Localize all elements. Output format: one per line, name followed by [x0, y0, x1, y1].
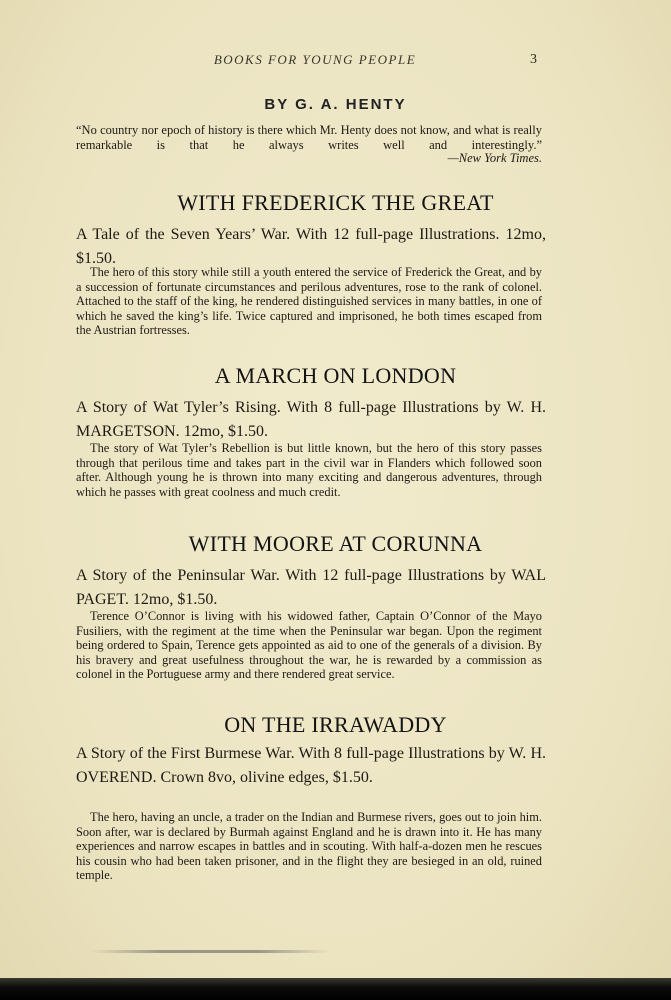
book-subtitle-irrawaddy: A Story of the First Burmese War. With 8 full-page Illustrations by W. H. OVEREND. Crown 8vo, olivine edges, $1.50.	[76, 745, 546, 786]
book-description-frederick: The hero of this story while still a youth entered the service of Frederick the Great, and by a succession of fortunate circumstances and perilous adventures, rose to the rank of colonel. Attached to the staff of the king, he rendered distinguished services in many battles, in one of which he saved the king’s life. Twice captured and imprisoned, he both times escaped from the Austrian fortresses.	[76, 265, 542, 337]
scan-edge-bar	[0, 978, 671, 1000]
page-number: 3	[530, 52, 537, 67]
running-title: BOOKS FOR YOUNG PEOPLE	[213, 52, 417, 67]
book-subtitle-frederick: A Tale of the Seven Years’ War. With 12 full-page Illustrations. 12mo, $1.50.	[76, 226, 546, 267]
book-description-march-on-london: The story of Wat Tyler’s Rebellion is but little known, but the hero of this story passes through that perilous time and takes part in the civil war in Flanders which followed soon after. Although young he is thrown into many exciting and dangerous adventures, through which he passes with great coolness and much credit.	[76, 441, 542, 499]
book-title-corunna: WITH MOORE AT CORUNNA	[188, 531, 483, 556]
author-byline: BY G. A. HENTY	[264, 96, 407, 113]
quote-source: —New York Times.	[447, 151, 542, 165]
book-subtitle-corunna: A Story of the Peninsular War. With 12 full-page Illustrations by WAL PAGET. 12mo, $1.50.	[76, 567, 546, 608]
book-subtitle-march-on-london: A Story of Wat Tyler’s Rising. With 8 full-page Illustrations by W. H. MARGETSON. 12mo, $1.50.	[76, 399, 546, 440]
page-rule	[90, 950, 330, 953]
author-quote: “No country nor epoch of history is there which Mr. Henty does not know, and what is really remarkable is that he always writes well and interestingly.”	[76, 123, 542, 152]
book-title-frederick: WITH FREDERICK THE GREAT	[177, 190, 494, 215]
book-title-march-on-london: A MARCH ON LONDON	[214, 363, 457, 388]
running-head	[0, 52, 671, 72]
book-title-irrawaddy: ON THE IRRAWADDY	[224, 712, 447, 737]
book-description-corunna: Terence O’Connor is living with his widowed father, Captain O’Connor of the Mayo Fusiliers, with the regiment at the time when the Peninsular war began. Upon the regiment being ordered to Spain, Terence gets appointed as aid to one of the generals of a division. By his bravery and great usefulness throughout the war, he is rewarded by a commission as colonel in the Portuguese army and there rendered great service.	[76, 609, 542, 681]
book-description-irrawaddy: The hero, having an uncle, a trader on the Indian and Burmese rivers, goes out to join him. Soon after, war is declared by Burmah against England and he is drawn into it. He has many experiences and narrow escapes in battles and in scouting. With half-a-dozen men he rescues his cousin who had been taken prisoner, and in the flight they are besieged in an old, ruined temple.	[76, 810, 542, 882]
